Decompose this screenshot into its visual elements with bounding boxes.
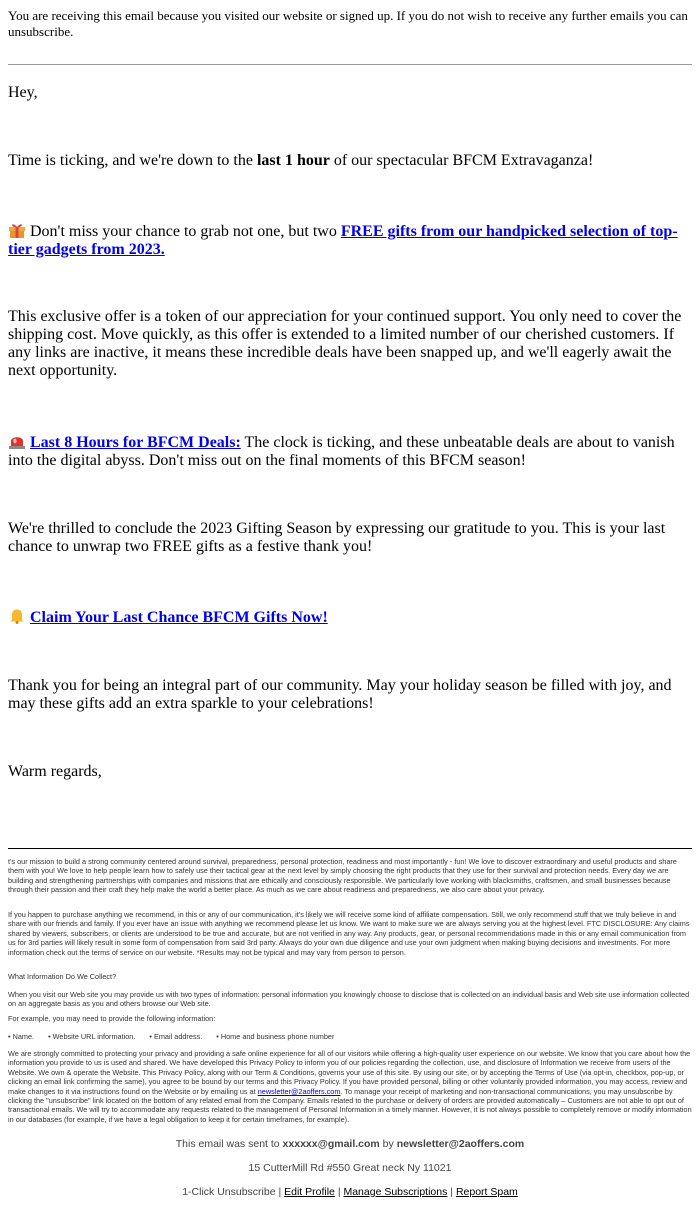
separator: |	[447, 1186, 456, 1198]
affiliate-disclosure: If you happen to purchase anything we recommend, in this or any of our communication, it's likely we will receive some kind of affiliate compensation. Still, we only recommend stuff that we truly believe in and share with our friends and family. If you ever have an issue with anything we recommend please let us know. We want to make sure we are always serving you at the highest level. FTC DISCLOSURE: Any claims shared by viewers, subscribers, or clients are understood to be true and accurate, but are not verified in any way. Any products, gear, or personal recommendations made in this or any email communication from us for 3rd parties will likely result in some form of compensation from said 3rd party. Always do your own due diligence and use your own judgment when making buying decisions and investments. For more information check out the terms of service on our website. *Results may not be typical and may vary from person to person.	[8, 910, 690, 957]
bell-icon	[8, 608, 26, 624]
claim-paragraph	[8, 608, 688, 627]
unsubscribe-notice: You are receiving this email because you visited our website or signed up. If you do not wish to receive any further emails you can unsubscribe.	[8, 8, 688, 39]
manage-subscriptions-link[interactable]: Manage Subscriptions	[343, 1186, 448, 1198]
recipient-email: xxxxxx@gmail.com	[282, 1138, 380, 1150]
gifts-text: Don't miss your chance to grab not one, but two	[30, 223, 341, 240]
postal-address: 15 CutterMill Rd #550 Great neck Ny 11021	[248, 1162, 452, 1174]
info-bullets	[8, 1032, 692, 1041]
intro-text-end: of our spectacular BFCM Extravaganza!	[329, 152, 594, 169]
intro-text: Time is ticking, and we're down to the	[8, 152, 257, 169]
footer-links	[0, 1185, 700, 1199]
privacy-text-end: . To manage your receipt of marketing and non-transactional communications, you may unsubscribe by clicking the "unsubscribe" link located on the bottom of any related email from the Company. Emails related to the purchase or delivery of orders are provided automatically – Customers are not able to opt out of transactional emails. We will try to accommodate any requests related to the management of Personal Information in a timely manner. However, it is not always possible to completely remove or modify information in our databases (for example, if we have a legal obligation to keep it for certain timeframes, for example).	[8, 1086, 692, 1124]
siren-icon	[8, 433, 26, 449]
deals-text: The clock is ticking, and these unbeatable deals are about to vanish into the digital abyss. Don't miss out on the final moments of this BFCM season!	[8, 434, 675, 469]
separator: |	[275, 1186, 285, 1198]
signoff: Warm regards,	[8, 763, 102, 780]
sent-to-line	[0, 1137, 700, 1151]
intro-paragraph	[8, 152, 688, 170]
thanks-paragraph: Thank you for being an integral part of our community. May your holiday season be filled with joy, and may these gifts add an extra sparkle to your celebrations!	[8, 677, 672, 712]
mission-statement: t's our mission to build a strong community centered around survival, preparedness, personal protection, readiness and most importantly - fun! We love to discover extraordinary and useful products and share them with you! We love to help people learn how to safely use their tactical gear at the next level by simply choosing the right products that they use for their survival and protection needs. Every day we are building and strengthening partnerships with companies and missions that are ethically and consciously responsible. We particularly love working with blacksmiths, craftsmen, and small businesses because through their passion and their craft they help make the world a better place. As much as we care about readiness and preparedness, we also care about your privacy.	[8, 857, 677, 895]
bullet-item: • Email address.	[149, 1032, 203, 1041]
separator: |	[334, 1186, 344, 1198]
gift-icon	[8, 222, 26, 238]
sender-email: newsletter@2aoffers.com	[396, 1138, 525, 1150]
bullet-item: • Name.	[8, 1032, 35, 1041]
bullet-item: • Website URL information.	[48, 1032, 136, 1041]
intro-bold: last 1 hour	[256, 152, 330, 169]
example-intro: For example, you may need to provide the following information:	[8, 1014, 216, 1023]
one-click-unsubscribe[interactable]: 1-Click Unsubscribe	[182, 1186, 276, 1198]
privacy-text: We are strongly committed to protecting your privacy and providing a safe online experience for all of our visitors while offering a high-quality user experience on our website. We know that you care about how the information you provide to us is used and shared. We have developed this Privacy Policy to inform you of our policies regarding the collection, use, and disclosure of Information we receive from users of the Website. We own & operate the Website. This Privacy Policy, along with our Term & Conditions, governs your use of this site. By using our site, or by accepting the Terms of Use (via opt-in, checkbox, pop-up, or clicking an email link confirming the same), you agree to be bound by our terms and this Privacy Policy. If you have provided personal, billing or other voluntarily provided information, you may access, review and make changes to it via instructions found on the Website or by emailing us at	[8, 1049, 691, 1096]
bottom-divider	[8, 848, 692, 849]
report-spam-link[interactable]: Report Spam	[455, 1186, 518, 1198]
free-gifts-link[interactable]: FREE gifts from our handpicked selection of top-tier gadgets from 2023.	[8, 223, 678, 258]
by-text: by	[379, 1138, 397, 1150]
bullet-item: • Home and business phone number	[216, 1032, 335, 1041]
greeting: Hey,	[8, 84, 38, 101]
top-divider	[8, 64, 692, 65]
deals-paragraph	[8, 433, 688, 470]
collect-info: When you visit our Web site you may provide us with two types of information: personal information you knowingly choose to disclose that is collected on an individual basis and Web site use information collected on an aggregate basis as you and others browse our Web site.	[8, 990, 690, 1009]
edit-profile-link[interactable]: Edit Profile	[284, 1186, 335, 1198]
offer-paragraph: This exclusive offer is a token of our appreciation for your continued support. You only need to cover the shipping cost. Move quickly, as this offer is extended to a limited number of our cherished customers. If any links are inactive, it means these incredible deals have been snapped up, and we'll eagerly await the next opportunity.	[8, 308, 682, 379]
sent-prefix: This email was sent to	[175, 1138, 283, 1150]
claim-gifts-link[interactable]: Claim Your Last Chance BFCM Gifts Now!	[30, 609, 328, 626]
privacy-policy	[8, 1049, 692, 1124]
privacy-email-link[interactable]: newsletter@2aoffers.com	[257, 1086, 341, 1096]
gifts-paragraph	[8, 222, 688, 259]
last-8-hours-link[interactable]: Last 8 Hours for BFCM Deals:	[30, 434, 241, 451]
privacy-question: What Information Do We Collect?	[8, 972, 117, 981]
gratitude-paragraph: We're thrilled to conclude the 2023 Gifting Season by expressing our gratitude to you. This is your last chance to unwrap two FREE gifts as a festive thank you!	[8, 520, 666, 555]
